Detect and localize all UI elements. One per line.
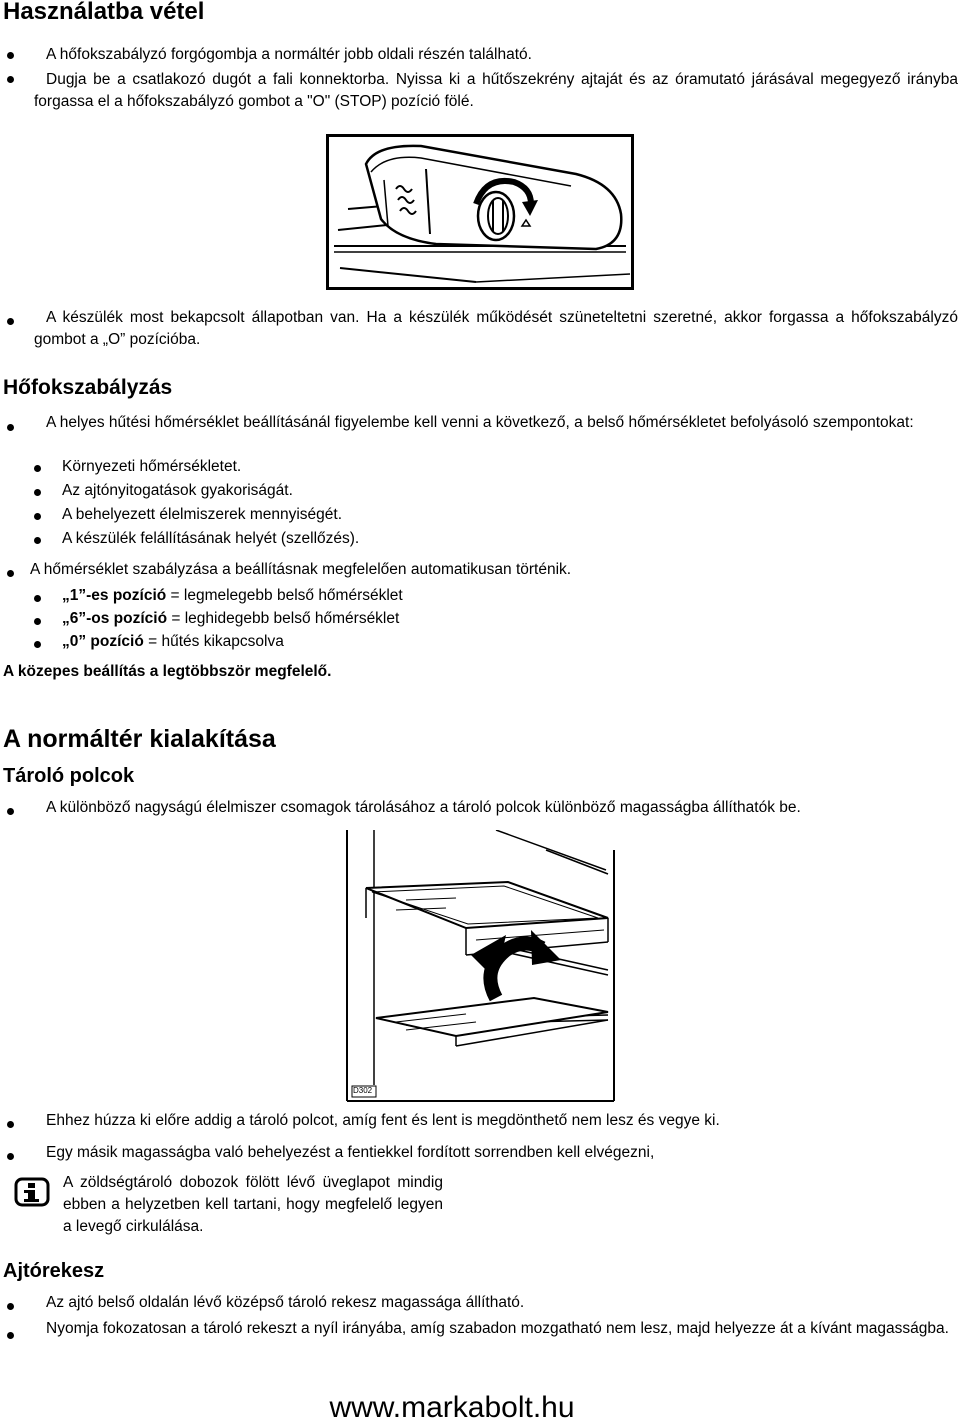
- position-desc: = leghidegebb belső hőmérséklet: [167, 610, 400, 627]
- position-label: „0” pozíció: [62, 633, 144, 650]
- factor-item: Környezeti hőmérsékletet.: [62, 458, 242, 475]
- shelf-illustration: [346, 830, 616, 1102]
- info-note: A zöldségtároló dobozok fölött lévő üveglapot mindig ebben a helyzetben kell tartani, hogy megfelelő legyen a levegő cirkulálása.: [63, 1174, 443, 1235]
- bullet: [34, 513, 41, 520]
- bullet: [7, 318, 14, 325]
- position-desc: = hűtés kikapcsolva: [143, 633, 284, 650]
- door-bullet-2: Nyomja fokozatosan a tároló rekeszt a nyíl irányába, amíg szabadon mozgatható nem lesz, majd helyezze át a kívánt magasságba.: [46, 1320, 949, 1337]
- shelf-figure: [346, 830, 616, 1102]
- bullet: [7, 808, 14, 815]
- subsection-title-shelves: Tároló polcok: [3, 765, 135, 787]
- section-title-door: Ajtórekesz: [3, 1260, 105, 1282]
- shelves-step-1: Ehhez húzza ki előre addig a tároló polcot, amíg fent és lent is megdönthető nem lesz és vegye ki.: [46, 1112, 720, 1129]
- bullet: [7, 76, 14, 83]
- bullet: [34, 537, 41, 544]
- bullet: [7, 424, 14, 431]
- bullet: [34, 595, 41, 602]
- factor-item: A készülék felállításának helyét (szellőzés).: [62, 530, 360, 547]
- footer-url: www.markabolt.hu: [329, 1391, 575, 1424]
- thermostat-intro: A helyes hűtési hőmérséklet beállításánál figyelembe kell venni a következő, a belső hőmérsékletet befolyásoló szempontokat:: [46, 414, 914, 431]
- thermostat-auto: A hőmérséklet szabályzása a beállításnak megfelelően automatikusan történik.: [30, 561, 572, 578]
- usage-bullet-1: A hőfokszabályzó forgógombja a normáltér jobb oldali részén található.: [46, 46, 532, 63]
- bullet: [7, 1153, 14, 1160]
- section-title-usage: Használatba vétel: [3, 0, 205, 25]
- bullet: [7, 1121, 14, 1128]
- shelves-step-2: Egy másik magasságba való behelyezést a fentiekkel fordított sorrendben kell elvégezni,: [46, 1144, 655, 1161]
- bullet: [34, 641, 41, 648]
- usage-bullet-3: A készülék most bekapcsolt állapotban van. Ha a készülék működését szüneteltetni szeretné, akkor forgassa a hőfokszabályzó gombot a „O” pozícióba.: [34, 309, 958, 348]
- section-title-fridge: A normáltér kialakítása: [3, 725, 276, 753]
- position-item-2: [62, 608, 399, 630]
- shelves-bullet: A különböző nagyságú élelmiszer csomagok tárolásához a tároló polcok különböző magasságba állíthatók be.: [46, 799, 801, 816]
- bullet: [34, 465, 41, 472]
- thermostat-note: A közepes beállítás a legtöbbször megfelelő.: [3, 663, 332, 680]
- position-label: „1”-es pozíció: [62, 587, 167, 604]
- door-bullet-1: Az ajtó belső oldalán lévő középső tároló rekesz magassága állítható.: [46, 1294, 525, 1311]
- bullet: [7, 1303, 14, 1310]
- bullet: [7, 1332, 14, 1339]
- thermostat-knob-figure: [326, 134, 634, 290]
- section-title-thermostat: Hőfokszabályzás: [3, 376, 173, 399]
- bullet: [34, 618, 41, 625]
- usage-bullet-2: Dugja be a csatlakozó dugót a fali konnektorba. Nyissa ki a hűtőszekrény ajtaját és az óramutató járásával megegyező irányba forgassa el a hőfokszabályzó gombot a "O" (STOP) pozíció fölé.: [34, 71, 958, 110]
- position-item-1: [62, 585, 403, 607]
- bullet: [34, 489, 41, 496]
- factor-item: Az ajtónyitogatások gyakoriságát.: [62, 482, 293, 499]
- bullet: [7, 52, 14, 59]
- figure-code: D302: [353, 1086, 373, 1095]
- bullet: [7, 570, 14, 577]
- position-item-3: [62, 631, 284, 653]
- factor-item: A behelyezett élelmiszerek mennyiségét.: [62, 506, 343, 523]
- position-desc: = legmelegebb belső hőmérséklet: [166, 587, 403, 604]
- position-label: „6”-os pozíció: [62, 610, 168, 627]
- info-icon: [14, 1177, 50, 1207]
